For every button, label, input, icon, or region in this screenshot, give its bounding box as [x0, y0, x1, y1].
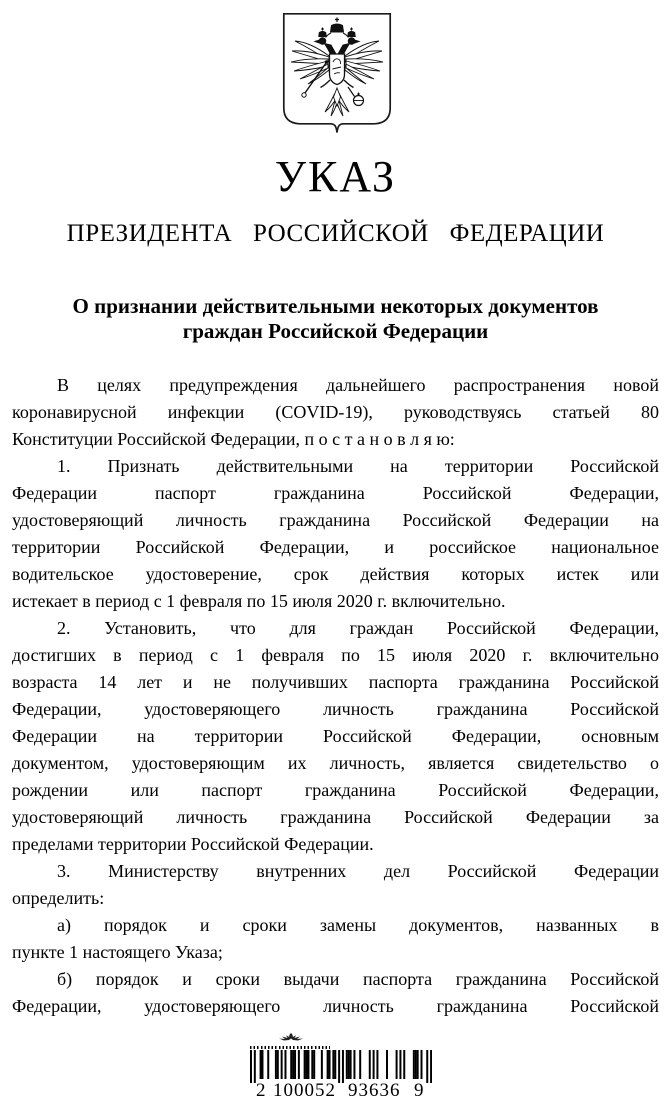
body-line: Федерации на территории Российской Федерации, основным: [12, 726, 659, 746]
body-line: определить:: [12, 888, 105, 908]
body-line: пункте 1 настоящего Указа;: [12, 942, 223, 962]
body-line: б) порядок и сроки выдачи паспорта гражданина Российской: [57, 969, 659, 989]
body-line: Федерации, удостоверяющего личность гражданина Российской: [12, 996, 659, 1016]
decree-body-text: [12, 372, 659, 1020]
body-line: 1. Признать действительными на территории Российской: [57, 456, 659, 476]
coat-of-arms-icon: [282, 12, 392, 138]
decree-issuer-line: ПРЕЗИДЕНТА РОССИЙСКОЙ ФЕДЕРАЦИИ: [66, 220, 605, 247]
body-line: удостоверяющий личность гражданина Российской Федерации за: [12, 807, 659, 827]
body-line: пределами территории Российской Федерации.: [12, 834, 374, 854]
barcode-bars: [250, 1050, 432, 1083]
body-line: водительское удостоверение, срок действия которых истек или: [12, 564, 659, 584]
barcode-digit-group: 100052: [273, 1080, 336, 1101]
decree-subject-line-1: О признании действительными некоторых документов: [72, 294, 599, 318]
decree-subject-title: [0, 294, 671, 344]
body-line: Федерации, удостоверяющего личность гражданина Российской: [12, 699, 659, 719]
body-line: документом, удостоверяющим их личность, является свидетельство о: [12, 753, 659, 773]
body-line: рождении или паспорт гражданина Российской Федерации,: [12, 780, 659, 800]
body-line: В целях предупреждения дальнейшего распространения новой: [57, 375, 659, 395]
decree-type-title: УКАЗ: [274, 152, 397, 201]
body-line: удостоверяющий личность гражданина Российской Федерации на: [12, 510, 659, 530]
body-line: а) порядок и сроки замены документов, названных в: [57, 915, 659, 935]
body-line: коронавирусной инфекции (COVID-19), руководствуясь статьей 80: [12, 402, 659, 422]
body-line: истекает в период с 1 февраля по 15 июля 2020 г. включительно.: [12, 591, 506, 611]
press-mark-eagle-icon: [276, 1032, 306, 1044]
body-line: достигших в период с 1 февраля по 15 июля 2020 г. включительно: [12, 645, 659, 665]
body-line: 3. Министерству внутренних дел Российской Федерации: [57, 861, 659, 881]
barcode-digit-group: 2: [256, 1080, 267, 1101]
body-line: 2. Установить, что для граждан Российской Федерации,: [57, 618, 659, 638]
body-line: возраста 14 лет и не получивших паспорта гражданина Российской: [12, 672, 659, 692]
barcode-digit-group: 93636: [348, 1080, 401, 1101]
body-line: Конституции Российской Федерации, п о с т а н о в л я ю:: [12, 429, 455, 449]
press-mark-microtext: [250, 1046, 330, 1049]
body-line: территории Российской Федерации, и российское национальное: [12, 537, 659, 557]
barcode-digit-group: 9: [414, 1080, 425, 1101]
decree-subject-line-2: граждан Российской Федерации: [182, 319, 489, 343]
body-line: Федерации паспорт гражданина Российской Федерации,: [12, 483, 659, 503]
